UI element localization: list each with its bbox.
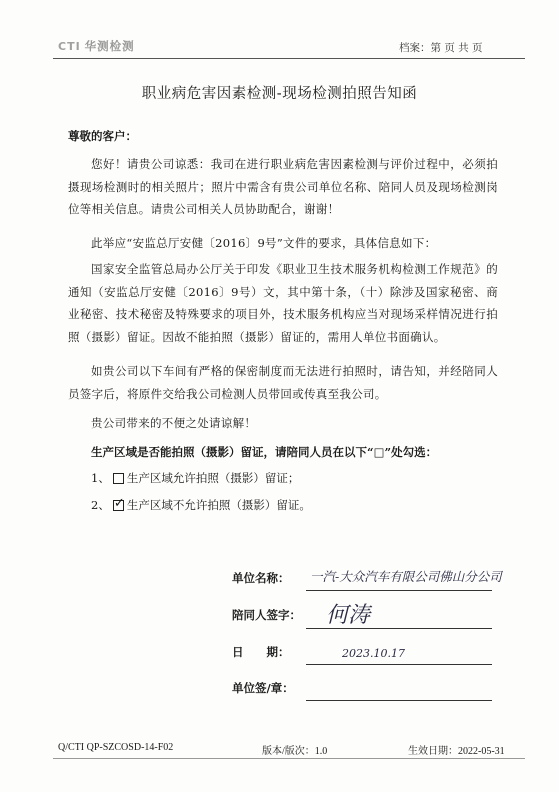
escort-signature: 何涛 [326,603,371,628]
checkbox-question: 生产区域是否能拍照（摄影）留证，请陪同人员在以下“□”处勾选： [91,445,438,459]
checkbox-disallow[interactable] [113,495,125,511]
archive-number: 档案：第 页 共 页 [399,42,483,54]
unit-name-handwritten: 一汽-大众汽车有限公司佛山分公司 [310,569,502,584]
option-disallow [91,497,311,513]
option-label: 生产区域不允许拍照（摄影）留证。 [126,498,311,512]
effective-date: 生效日期：2022-05-31 [408,746,505,757]
checkbox-allow[interactable] [113,473,124,484]
date-line [306,664,492,665]
document-title: 职业病危害因素检测-现场检测拍照告知函 [141,86,418,102]
date-label: 日 期： [232,645,290,659]
paragraph-regulation: 国家安全监管总局办公厅关于印发《职业卫生技术服务机构检测工作规范》的通知（安监总厅安健〔2016〕9号）文，其中第十条，（十）除涉及国家秘密、商业秘密、技术秘密及特殊要求的项目外，技术服务机构应当对现场采样情况进行拍照（摄影）留证。因故不能拍照（摄影）留证的，需用人单位书面确认。 [68,262,498,344]
paragraph-apology: 贵公司带来的不便之处请谅解！ [91,416,257,430]
checkmark-icon: ✓ [113,495,125,511]
escort-signature-label: 陪同人签字： [232,608,301,622]
option-number: 1、 [91,471,110,485]
option-label: 生产区域允许拍照（摄影）留证； [126,471,300,485]
paragraph-intro: 您好！请贵公司谅悉：我司在进行职业病危害因素检测与评价过程中，必须拍摄现场检测时的相关照片；照片中需含有贵公司单位名称、陪同人员及现场检测岗位等相关信息。请贵公司相关人员协助配合，谢谢！ [68,157,498,216]
logo-mark: CTI [58,39,81,53]
greeting: 尊敬的客户： [68,129,137,143]
unit-name-line [306,590,492,591]
version: 版本/版次：1.0 [262,746,328,757]
paragraph-confidentiality: 如贵公司以下车间有严格的保密制度而无法进行拍照时，请告知，并经陪同人员签字后，将原件交给我公司检测人员带回或传真至我公司。 [68,364,498,401]
option-allow [91,470,299,486]
escort-signature-line [306,628,492,629]
date-handwritten: 2023.10.17 [342,647,405,660]
logo-text: 华测检测 [84,39,135,53]
unit-stamp-label: 单位签/章： [232,681,294,695]
header-divider [53,58,525,59]
form-code: Q/CTI QP-SZCOSD-14-F02 [58,742,174,753]
paragraph-basis: 此举应“安监总厅安健〔2016〕9号”文件的要求，具体信息如下： [91,236,437,250]
unit-name-label: 单位名称： [232,571,290,585]
company-logo [58,38,135,54]
unit-stamp-line [306,700,492,701]
option-number: 2、 [91,498,110,512]
footer-divider [53,758,525,759]
